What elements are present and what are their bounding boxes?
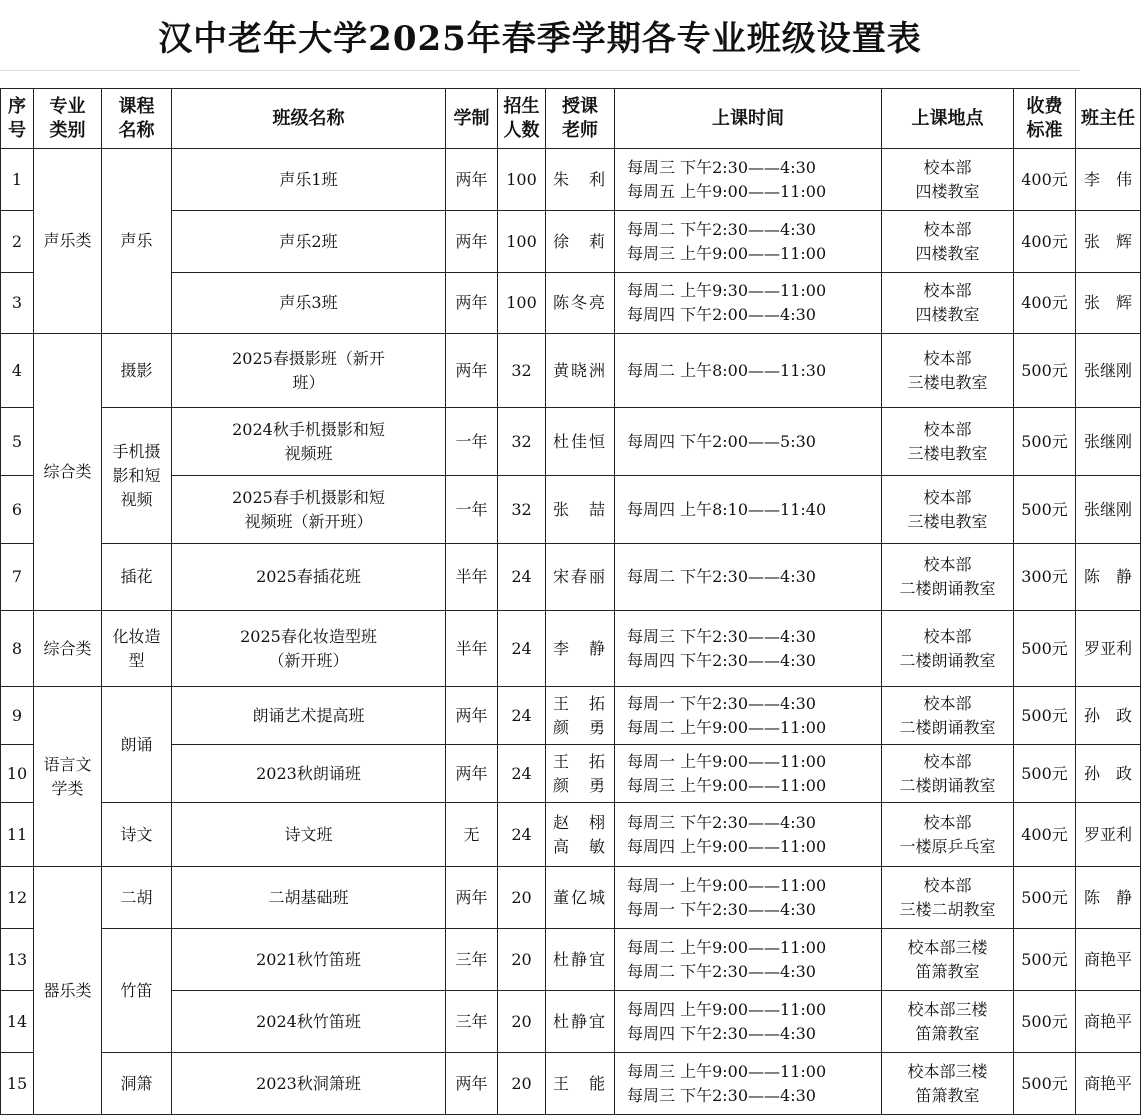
header-seq: 序 号 xyxy=(1,89,34,149)
cell-teacher: 朱 利 xyxy=(546,149,615,211)
header-time: 上课时间 xyxy=(615,89,882,149)
cell-head-teacher: 李 伟 xyxy=(1076,149,1141,211)
cell-seq: 3 xyxy=(1,273,34,334)
cell-seq: 10 xyxy=(1,745,34,803)
cell-enroll: 100 xyxy=(498,149,546,211)
cell-class-name: 二胡基础班 xyxy=(172,867,446,929)
cell-fee: 400元 xyxy=(1014,211,1076,273)
header-enroll: 招生 人数 xyxy=(498,89,546,149)
cell-time: 每周四 上午9:00——11:00 每周四 下午2:30——4:30 xyxy=(615,991,882,1053)
table-row xyxy=(1,273,1141,334)
cell-fee: 500元 xyxy=(1014,408,1076,476)
cell-enroll: 20 xyxy=(498,991,546,1053)
cell-head-teacher: 罗亚利 xyxy=(1076,803,1141,867)
cell-enroll: 24 xyxy=(498,745,546,803)
cell-fee: 500元 xyxy=(1014,611,1076,687)
cell-duration: 两年 xyxy=(446,273,498,334)
cell-teacher: 王 能 xyxy=(546,1053,615,1115)
cell-enroll: 100 xyxy=(498,211,546,273)
cell-location: 校本部 二楼朗诵教室 xyxy=(882,687,1014,745)
cell-duration: 两年 xyxy=(446,211,498,273)
cell-seq: 7 xyxy=(1,544,34,611)
cell-seq: 13 xyxy=(1,929,34,991)
page-title: 汉中老年大学2025年春季学期各专业班级设置表 xyxy=(158,18,922,59)
table-row xyxy=(1,408,1141,476)
cell-course: 插花 xyxy=(102,544,172,611)
cell-enroll: 100 xyxy=(498,273,546,334)
cell-fee: 400元 xyxy=(1014,803,1076,867)
cell-duration: 一年 xyxy=(446,476,498,544)
cell-location: 校本部三楼 笛箫教室 xyxy=(882,1053,1014,1115)
cell-seq: 15 xyxy=(1,1053,34,1115)
title-gap xyxy=(0,70,1080,89)
cell-time: 每周一 下午2:30——4:30 每周二 上午9:00——11:00 xyxy=(615,687,882,745)
cell-class-name: 声乐2班 xyxy=(172,211,446,273)
cell-course: 摄影 xyxy=(102,334,172,408)
cell-location: 校本部 一楼原乒乓室 xyxy=(882,803,1014,867)
cell-seq: 12 xyxy=(1,867,34,929)
header-class-name: 班级名称 xyxy=(172,89,446,149)
cell-head-teacher: 罗亚利 xyxy=(1076,611,1141,687)
table-row xyxy=(1,149,1141,211)
cell-time: 每周一 上午9:00——11:00 每周三 上午9:00——11:00 xyxy=(615,745,882,803)
cell-location: 校本部 四楼教室 xyxy=(882,211,1014,273)
header-category: 专业 类别 xyxy=(34,89,102,149)
cell-duration: 两年 xyxy=(446,745,498,803)
header-location: 上课地点 xyxy=(882,89,1014,149)
cell-seq: 9 xyxy=(1,687,34,745)
cell-class-name: 2025春摄影班（新开 班） xyxy=(172,334,446,408)
header-duration: 学制 xyxy=(446,89,498,149)
cell-class-name: 2025春手机摄影和短 视频班（新开班） xyxy=(172,476,446,544)
cell-category: 声乐类 xyxy=(34,149,102,334)
cell-teacher: 杜静宜 xyxy=(546,929,615,991)
cell-class-name: 2023秋洞箫班 xyxy=(172,1053,446,1115)
cell-time: 每周三 下午2:30——4:30 每周五 上午9:00——11:00 xyxy=(615,149,882,211)
class-schedule-table xyxy=(0,88,1141,1115)
cell-class-name: 声乐1班 xyxy=(172,149,446,211)
cell-enroll: 32 xyxy=(498,334,546,408)
cell-class-name: 2023秋朗诵班 xyxy=(172,745,446,803)
header-teacher: 授课 老师 xyxy=(546,89,615,149)
cell-time: 每周二 上午9:00——11:00 每周二 下午2:30——4:30 xyxy=(615,929,882,991)
cell-location: 校本部 四楼教室 xyxy=(882,149,1014,211)
cell-duration: 三年 xyxy=(446,991,498,1053)
cell-fee: 500元 xyxy=(1014,745,1076,803)
cell-teacher: 张 喆 xyxy=(546,476,615,544)
cell-class-name: 2024秋手机摄影和短 视频班 xyxy=(172,408,446,476)
cell-location: 校本部三楼 笛箫教室 xyxy=(882,929,1014,991)
cell-seq: 11 xyxy=(1,803,34,867)
table-row xyxy=(1,476,1141,544)
cell-enroll: 20 xyxy=(498,867,546,929)
table-row xyxy=(1,211,1141,273)
cell-course: 洞箫 xyxy=(102,1053,172,1115)
table-row xyxy=(1,745,1141,803)
cell-teacher: 陈冬亮 xyxy=(546,273,615,334)
cell-course: 朗诵 xyxy=(102,687,172,803)
cell-category: 综合类 xyxy=(34,334,102,611)
cell-course: 声乐 xyxy=(102,149,172,334)
cell-duration: 两年 xyxy=(446,1053,498,1115)
cell-head-teacher: 陈 静 xyxy=(1076,867,1141,929)
cell-time: 每周三 上午9:00——11:00 每周三 下午2:30——4:30 xyxy=(615,1053,882,1115)
cell-class-name: 2025春化妆造型班 （新开班） xyxy=(172,611,446,687)
cell-head-teacher: 孙 政 xyxy=(1076,687,1141,745)
cell-enroll: 24 xyxy=(498,803,546,867)
cell-time: 每周二 上午8:00——11:30 xyxy=(615,334,882,408)
cell-teacher: 赵 栩 高 敏 xyxy=(546,803,615,867)
cell-fee: 500元 xyxy=(1014,867,1076,929)
header-course: 课程 名称 xyxy=(102,89,172,149)
cell-seq: 6 xyxy=(1,476,34,544)
cell-head-teacher: 张 辉 xyxy=(1076,273,1141,334)
cell-time: 每周二 上午9:30——11:00 每周四 下午2:00——4:30 xyxy=(615,273,882,334)
cell-time: 每周三 下午2:30——4:30 每周四 下午2:30——4:30 xyxy=(615,611,882,687)
cell-seq: 5 xyxy=(1,408,34,476)
cell-class-name: 声乐3班 xyxy=(172,273,446,334)
cell-class-name: 2025春插花班 xyxy=(172,544,446,611)
table-row xyxy=(1,334,1141,408)
cell-head-teacher: 张继刚 xyxy=(1076,476,1141,544)
cell-seq: 1 xyxy=(1,149,34,211)
cell-teacher: 宋春丽 xyxy=(546,544,615,611)
cell-fee: 500元 xyxy=(1014,687,1076,745)
table-row xyxy=(1,544,1141,611)
cell-head-teacher: 孙 政 xyxy=(1076,745,1141,803)
cell-fee: 400元 xyxy=(1014,149,1076,211)
cell-fee: 500元 xyxy=(1014,991,1076,1053)
cell-location: 校本部 三楼电教室 xyxy=(882,476,1014,544)
cell-teacher: 王 拓 颜 勇 xyxy=(546,687,615,745)
cell-seq: 14 xyxy=(1,991,34,1053)
cell-location: 校本部 三楼电教室 xyxy=(882,334,1014,408)
cell-fee: 400元 xyxy=(1014,273,1076,334)
cell-seq: 2 xyxy=(1,211,34,273)
cell-time: 每周四 下午2:00——5:30 xyxy=(615,408,882,476)
cell-teacher: 杜静宜 xyxy=(546,991,615,1053)
cell-duration: 半年 xyxy=(446,611,498,687)
cell-enroll: 20 xyxy=(498,1053,546,1115)
cell-location: 校本部 三楼电教室 xyxy=(882,408,1014,476)
cell-fee: 500元 xyxy=(1014,476,1076,544)
cell-enroll: 20 xyxy=(498,929,546,991)
cell-enroll: 24 xyxy=(498,611,546,687)
cell-course: 手机摄 影和短 视频 xyxy=(102,408,172,544)
cell-head-teacher: 张继刚 xyxy=(1076,408,1141,476)
cell-enroll: 32 xyxy=(498,408,546,476)
cell-duration: 两年 xyxy=(446,867,498,929)
cell-course: 竹笛 xyxy=(102,929,172,1053)
cell-duration: 两年 xyxy=(446,334,498,408)
cell-class-name: 2021秋竹笛班 xyxy=(172,929,446,991)
cell-class-name: 朗诵艺术提高班 xyxy=(172,687,446,745)
cell-teacher: 李 静 xyxy=(546,611,615,687)
cell-fee: 300元 xyxy=(1014,544,1076,611)
cell-time: 每周四 上午8:10——11:40 xyxy=(615,476,882,544)
cell-head-teacher: 商艳平 xyxy=(1076,991,1141,1053)
cell-category: 综合类 xyxy=(34,611,102,687)
cell-location: 校本部三楼 笛箫教室 xyxy=(882,991,1014,1053)
table-row xyxy=(1,929,1141,991)
cell-category: 器乐类 xyxy=(34,867,102,1115)
cell-head-teacher: 商艳平 xyxy=(1076,1053,1141,1115)
header-fee: 收费 标准 xyxy=(1014,89,1076,149)
table-row xyxy=(1,803,1141,867)
cell-teacher: 杜佳恒 xyxy=(546,408,615,476)
cell-seq: 8 xyxy=(1,611,34,687)
cell-class-name: 诗文班 xyxy=(172,803,446,867)
table-row xyxy=(1,867,1141,929)
cell-location: 校本部 三楼二胡教室 xyxy=(882,867,1014,929)
cell-location: 校本部 二楼朗诵教室 xyxy=(882,745,1014,803)
cell-teacher: 黄晓洲 xyxy=(546,334,615,408)
cell-course: 化妆造 型 xyxy=(102,611,172,687)
cell-location: 校本部 二楼朗诵教室 xyxy=(882,544,1014,611)
cell-enroll: 24 xyxy=(498,544,546,611)
cell-class-name: 2024秋竹笛班 xyxy=(172,991,446,1053)
table-row xyxy=(1,687,1141,745)
cell-fee: 500元 xyxy=(1014,1053,1076,1115)
cell-duration: 无 xyxy=(446,803,498,867)
table-row xyxy=(1,611,1141,687)
cell-teacher: 徐 莉 xyxy=(546,211,615,273)
cell-time: 每周一 上午9:00——11:00 每周一 下午2:30——4:30 xyxy=(615,867,882,929)
cell-teacher: 王 拓 颜 勇 xyxy=(546,745,615,803)
cell-fee: 500元 xyxy=(1014,929,1076,991)
cell-duration: 一年 xyxy=(446,408,498,476)
cell-head-teacher: 陈 静 xyxy=(1076,544,1141,611)
cell-duration: 半年 xyxy=(446,544,498,611)
cell-time: 每周二 下午2:30——4:30 每周三 上午9:00——11:00 xyxy=(615,211,882,273)
cell-location: 校本部 二楼朗诵教室 xyxy=(882,611,1014,687)
cell-duration: 两年 xyxy=(446,149,498,211)
cell-course: 二胡 xyxy=(102,867,172,929)
cell-enroll: 24 xyxy=(498,687,546,745)
cell-duration: 三年 xyxy=(446,929,498,991)
cell-head-teacher: 张 辉 xyxy=(1076,211,1141,273)
header-row xyxy=(1,89,1141,149)
cell-duration: 两年 xyxy=(446,687,498,745)
cell-head-teacher: 商艳平 xyxy=(1076,929,1141,991)
cell-course: 诗文 xyxy=(102,803,172,867)
table-row xyxy=(1,991,1141,1053)
cell-enroll: 32 xyxy=(498,476,546,544)
cell-time: 每周二 下午2:30——4:30 xyxy=(615,544,882,611)
cell-head-teacher: 张继刚 xyxy=(1076,334,1141,408)
cell-time: 每周三 下午2:30——4:30 每周四 上午9:00——11:00 xyxy=(615,803,882,867)
cell-category: 语言文 学类 xyxy=(34,687,102,867)
cell-teacher: 董亿城 xyxy=(546,867,615,929)
cell-location: 校本部 四楼教室 xyxy=(882,273,1014,334)
table-row xyxy=(1,1053,1141,1115)
header-head-teacher: 班主任 xyxy=(1076,89,1141,149)
cell-seq: 4 xyxy=(1,334,34,408)
cell-fee: 500元 xyxy=(1014,334,1076,408)
